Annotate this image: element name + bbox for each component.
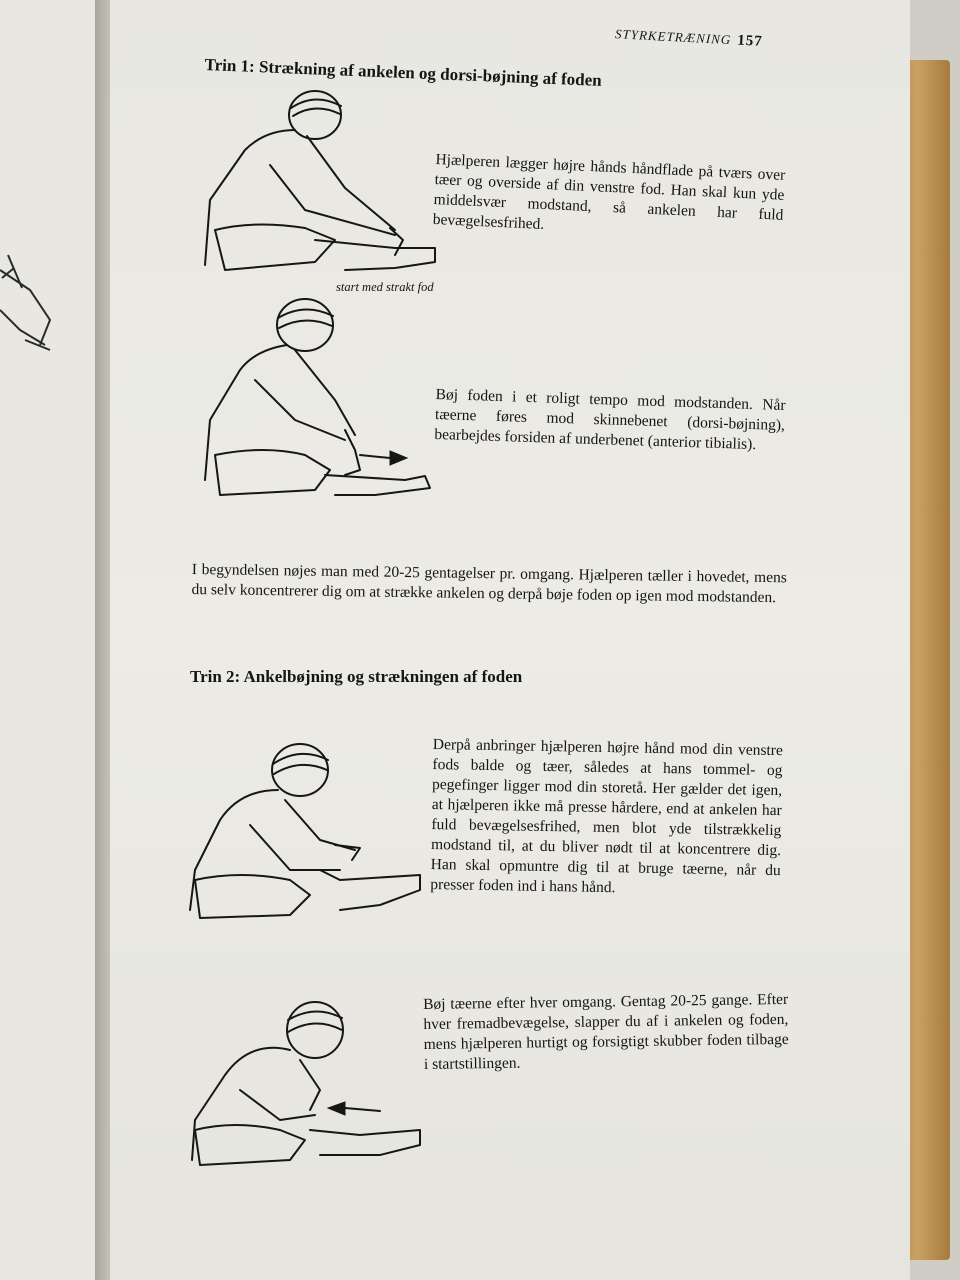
running-head [615,26,763,51]
figure-stretched-foot [195,80,440,280]
section2-text-2: Bøj tæerne efter hver omgang. Gentag 20-25 gange. Efter hver fremadbevægelse, slapper du af i ankelen og foden, mens hjælperen hurtigt og forsigtigt skubber foden tilbage i startstillingen. [423,990,789,1073]
section1-paragraph: I begyndelsen nøjes man med 20-25 gentagelser pr. omgang. Hjælperen tæller i hovedet, mens du selv koncentrerer dig om at strække ankelen og derpå bøje foden op igen mod modstanden. [191,560,787,607]
left-page [0,0,96,1280]
section1-text-2: Bøj foden i et roligt tempo mod modstanden. Når tæerne føres mod skinnebenet (dorsi-bøjning), bearbejdes forsiden af underbenet (anterior tibialis). [434,385,786,454]
page-number: 157 [736,32,764,50]
figure-dorsiflexion [195,290,440,500]
book-page [110,0,910,1280]
figure-caption: start med strakt fod [336,280,434,294]
figure-ankle-flexion [180,730,425,930]
section1-text-1: Hjælperen lægger højre hånds håndflade på tværs over tæer og overside af din venstre fod. Han skal kun yde middelsvær modstand, så ankelen har fuld bevægelsesfrihed. [432,150,786,233]
section1-heading: Trin 1: Strækning af ankelen og dorsi-bøjning af foden [204,55,603,90]
figure-toe-flexion [180,990,445,1180]
section2-text-1: Derpå anbringer hjælperen højre hånd mod din venstre fods balde og tæer, således at hans tommel- og pegefinger ligger mod din storetå. Her gælder det igen, at hjælperen ikke må presse hårdere, end at ankelen har fuld bevægelsesfrihed, men blot yde tilstrækkelig modstand til, at du bliver nødt til at koncentrere dig. Han skal opmuntre dig til at bruge tæerne, når du presser foden ind i hans hånd. [430,735,783,897]
section2-heading: Trin 2: Ankelbøjning og strækningen af foden [190,667,523,686]
left-page-illustration-fragment [0,250,95,370]
running-head-title: STYRKETRÆNING [614,26,732,48]
